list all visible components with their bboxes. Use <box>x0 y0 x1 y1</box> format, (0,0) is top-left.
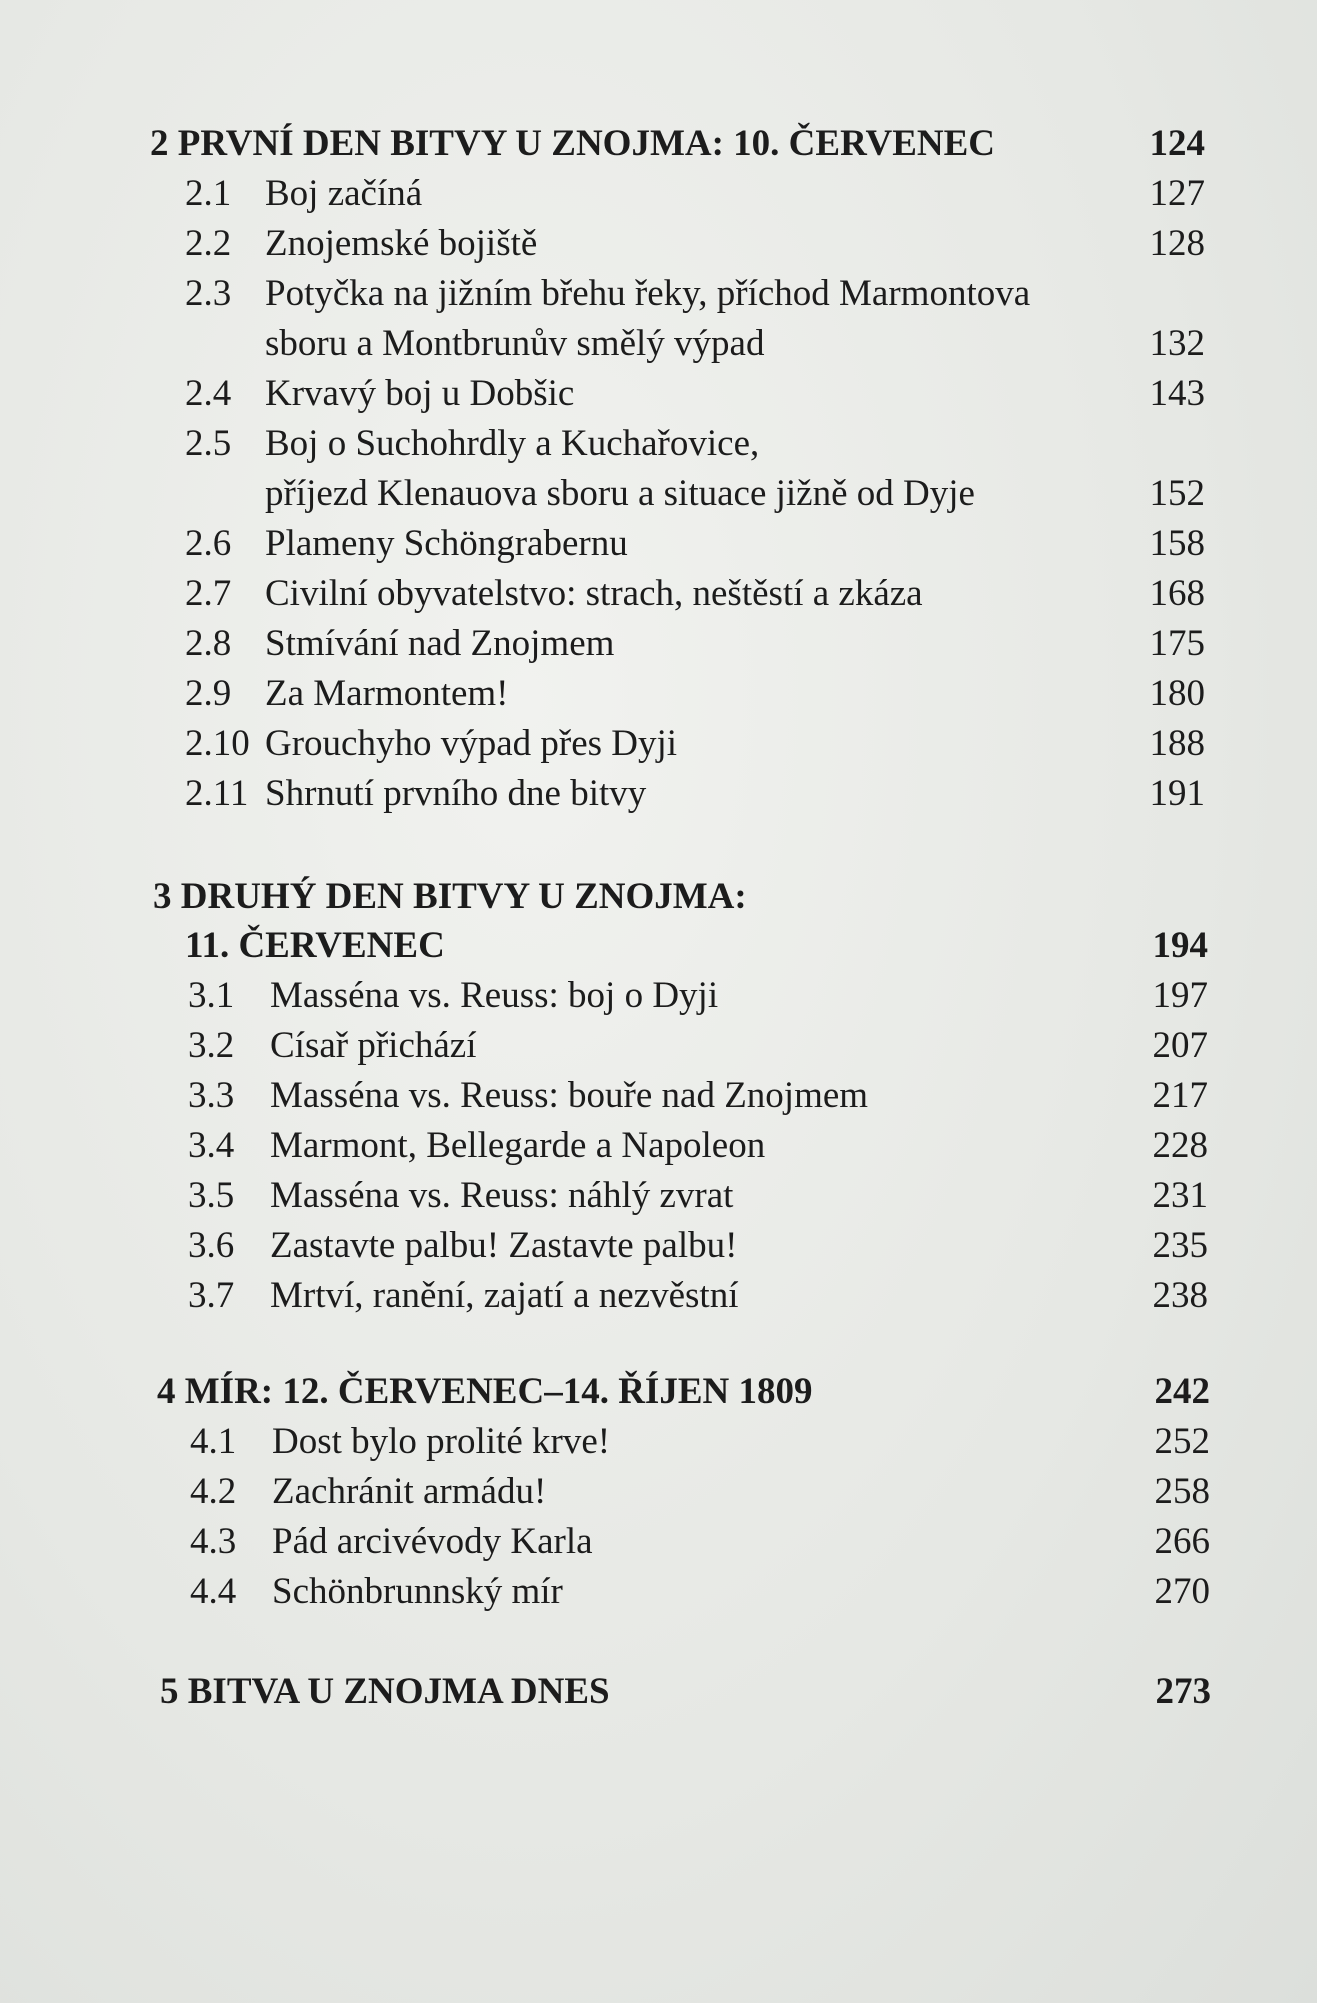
entry-title: Mrtví, ranění, zajatí a nezvěstní <box>270 1275 739 1316</box>
entry-number: 2.4 <box>185 373 232 414</box>
entry-page: 188 <box>1149 723 1205 764</box>
entry-page: 191 <box>1149 773 1205 814</box>
entry-number: 4.1 <box>190 1421 237 1462</box>
entry-number: 3.3 <box>188 1075 235 1116</box>
entry-page: 132 <box>1149 323 1205 364</box>
entry-number: 2.8 <box>185 623 232 664</box>
entry-page: 258 <box>1154 1471 1210 1512</box>
chapter-page: 194 <box>1152 925 1208 966</box>
entry-title: Schönbrunnský mír <box>272 1571 563 1612</box>
entry-number: 3.2 <box>188 1025 235 1066</box>
entry-title: Marmont, Bellegarde a Napoleon <box>270 1125 766 1166</box>
entry-title: Za Marmontem! <box>265 673 509 714</box>
entry-number: 3.7 <box>188 1275 235 1316</box>
entry-page: 235 <box>1152 1225 1208 1266</box>
entry-title: Civilní obyvatelstvo: strach, neštěstí a zkáza <box>265 573 923 614</box>
chapter-page: 242 <box>1154 1371 1210 1412</box>
entry-title: Plameny Schöngrabernu <box>265 523 628 564</box>
entry-page: 168 <box>1149 573 1205 614</box>
entry-page: 158 <box>1149 523 1205 564</box>
entry-title: Masséna vs. Reuss: boj o Dyji <box>270 975 719 1016</box>
entry-number: 3.6 <box>188 1225 235 1266</box>
entry-title: Krvavý boj u Dobšic <box>265 373 575 414</box>
entry-number: 2.5 <box>185 423 232 464</box>
entry-page: 266 <box>1154 1521 1210 1562</box>
chapter-page: 273 <box>1155 1671 1211 1712</box>
chapter-title: 3 DRUHÝ DEN BITVY U ZNOJMA: <box>153 876 747 917</box>
entry-page: 238 <box>1152 1275 1208 1316</box>
entry-title: Zachránit armádu! <box>272 1471 547 1512</box>
entry-title: Potyčka na jižním břehu řeky, příchod Marmontova <box>265 273 1031 314</box>
entry-title: Masséna vs. Reuss: bouře nad Znojmem <box>270 1075 869 1116</box>
entry-page: 252 <box>1154 1421 1210 1462</box>
entry-number: 3.1 <box>188 975 235 1016</box>
entry-page: 217 <box>1152 1075 1208 1116</box>
entry-page: 180 <box>1149 673 1205 714</box>
entry-title: Boj začíná <box>265 173 423 214</box>
entry-number: 3.5 <box>188 1175 235 1216</box>
entry-number: 2.3 <box>185 273 232 314</box>
entry-number: 2.1 <box>185 173 232 214</box>
entry-title: Masséna vs. Reuss: náhlý zvrat <box>270 1175 734 1216</box>
entry-title: Dost bylo prolité krve! <box>272 1421 611 1462</box>
entry-number: 2.7 <box>185 573 232 614</box>
entry-page: 175 <box>1149 623 1205 664</box>
entry-number: 3.4 <box>188 1125 235 1166</box>
entry-page: 270 <box>1154 1571 1210 1612</box>
entry-page: 207 <box>1152 1025 1208 1066</box>
entry-title: Znojemské bojiště <box>265 223 538 264</box>
entry-page: 197 <box>1152 975 1208 1016</box>
entry-page: 143 <box>1149 373 1205 414</box>
entry-title: Shrnutí prvního dne bitvy <box>265 773 647 814</box>
entry-number: 2.9 <box>185 673 232 714</box>
entry-number: 4.4 <box>190 1571 237 1612</box>
entry-number: 2.2 <box>185 223 232 264</box>
entry-number: 4.2 <box>190 1471 237 1512</box>
entry-title: Stmívání nad Znojmem <box>265 623 615 664</box>
chapter-page: 124 <box>1149 123 1205 164</box>
entry-title: Císař přichází <box>270 1025 477 1066</box>
entry-page: 128 <box>1149 223 1205 264</box>
entry-page: 152 <box>1149 473 1205 514</box>
entry-number: 4.3 <box>190 1521 237 1562</box>
chapter-title: 5 BITVA U ZNOJMA DNES <box>160 1671 610 1712</box>
chapter-title: 2 PRVNÍ DEN BITVY U ZNOJMA: 10. ČERVENEC <box>150 123 996 164</box>
entry-number: 2.10 <box>185 723 250 764</box>
entry-title: Pád arcivévody Karla <box>272 1521 593 1562</box>
entry-title: Boj o Suchohrdly a Kuchařovice, <box>265 423 760 464</box>
entry-number: 2.11 <box>185 773 249 814</box>
entry-title: Grouchyho výpad přes Dyji <box>265 723 678 764</box>
entry-title: příjezd Klenauova sboru a situace jižně od Dyje <box>265 473 975 514</box>
entry-title: sboru a Montbrunův smělý výpad <box>265 323 765 364</box>
chapter-title: 4 MÍR: 12. ČERVENEC–14. ŘÍJEN 1809 <box>157 1371 813 1412</box>
chapter-title: 11. ČERVENEC <box>185 925 445 966</box>
entry-page: 231 <box>1152 1175 1208 1216</box>
entry-page: 127 <box>1149 173 1205 214</box>
entry-title: Zastavte palbu! Zastavte palbu! <box>270 1225 738 1266</box>
entry-number: 2.6 <box>185 523 232 564</box>
entry-page: 228 <box>1152 1125 1208 1166</box>
